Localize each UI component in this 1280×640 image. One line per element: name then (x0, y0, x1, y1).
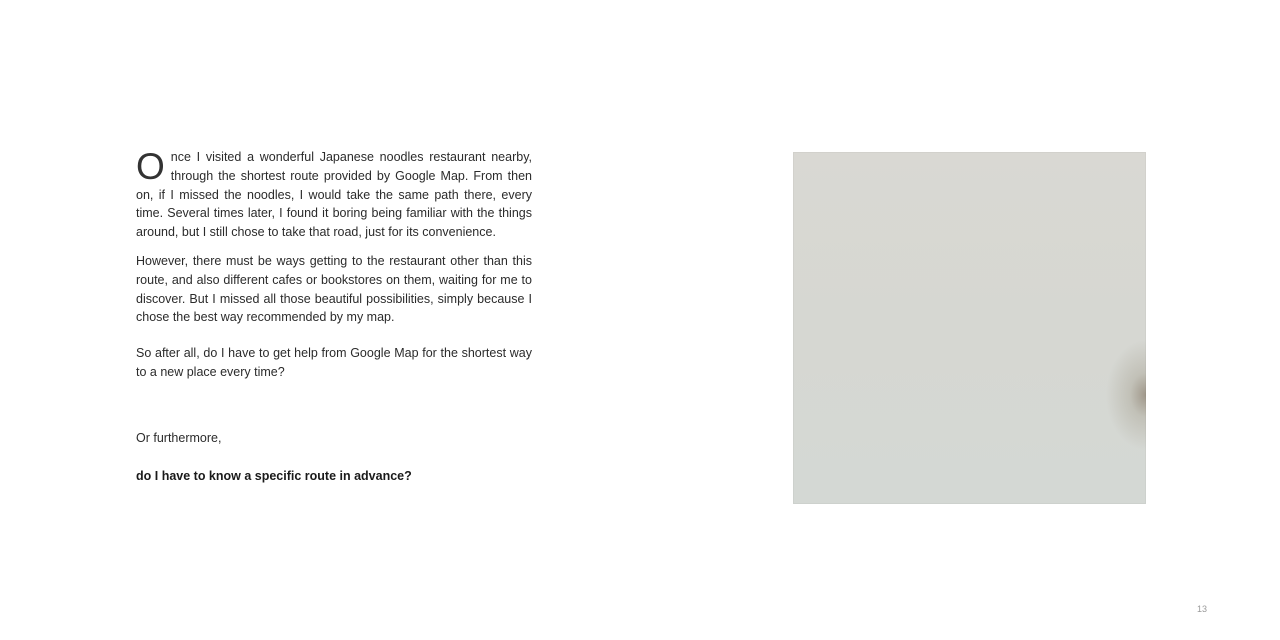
paragraph-possibilities: However, there must be ways getting to the restaurant other than this route, and also different cafes or bookstores on them, waiting for me to discover. But I missed all those beautiful possibilities, simply because I chose the best way recommended by my map. (136, 253, 532, 325)
paragraph-intro-text: nce I visited a wonderful Japanese noodles restaurant nearby, through the shortest route provided by Google Map. From then on, if I missed the noodles, I would take the same path there, every time. Several times later, I found it boring being familiar with the things around, but I still chose to take that road, just for its convenience. (136, 150, 532, 240)
paragraph-furthermore: Or furthermore, (136, 430, 222, 445)
paragraph-intro (136, 148, 532, 242)
paragraph-question: So after all, do I have to get help from Google Map for the shortest way to a new place every time? (136, 346, 532, 379)
drop-cap: O (136, 146, 165, 187)
article-text-column (136, 148, 532, 485)
wall-photo (793, 152, 1146, 504)
page-number: 13 (1196, 604, 1207, 614)
paragraph-bold-question: do I have to know a specific route in advance? (136, 468, 412, 483)
